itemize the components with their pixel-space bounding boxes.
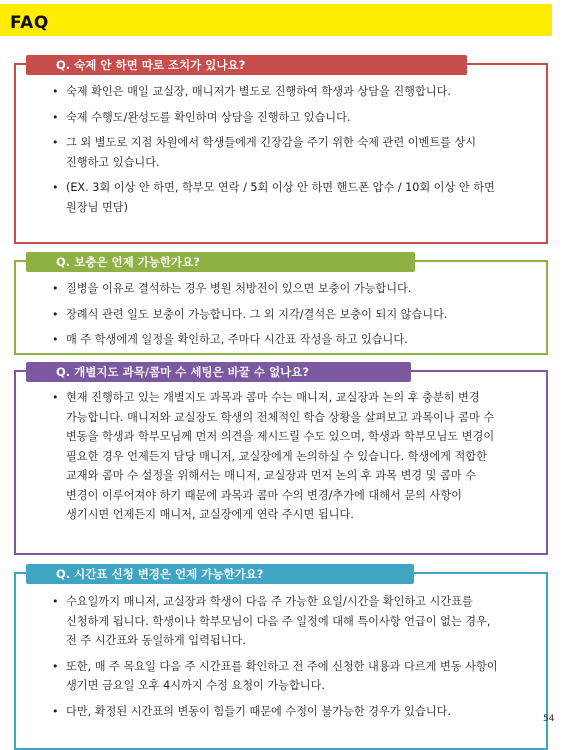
faq-answer-homework <box>52 82 502 223</box>
header-bar <box>0 4 552 36</box>
faq-answer-subject-setting <box>52 388 502 531</box>
page-title: FAQ <box>10 13 49 33</box>
faq-answer-makeup-class <box>52 279 502 356</box>
faq-answer-schedule-change <box>52 592 502 727</box>
list-item: • 매 주 학생에게 일정을 확인하고, 주마다 시간표 작성을 하고 있습니다. <box>52 330 502 350</box>
list-item: • 그 외 별도로 지점 차원에서 학생들에게 긴장감을 주기 위한 숙제 관련 이벤트를 상시 진행하고 있습니다. <box>52 133 502 172</box>
list-item: • 또한, 매 주 목요일 다음 주 시간표를 확인하고 전 주에 신청한 내용과 다르게 변동 사항이 생기면 금요일 오후 4시까지 수정 요청이 가능합니다. <box>52 657 502 696</box>
list-item: • 숙제 확인은 매일 교실장, 매니저가 별도로 진행하여 학생과 상담을 진행합니다. <box>52 82 502 102</box>
list-item: • 수요일까지 매니저, 교실장과 학생이 다음 주 가능한 요일/시간을 확인하고 시간표를 신청하게 됩니다. 학생이나 학부모님이 다음 주 일정에 대해 특이사항 언급이 없는 경우, 전 주 시간표와 동일하게 입력됩니다. <box>52 592 502 651</box>
faq-question-schedule-change: Q. 시간표 신청 변경은 언제 가능한가요? <box>26 564 414 584</box>
page-number: 54 <box>543 714 555 724</box>
list-item: • 숙제 수행도/완성도를 확인하며 상담을 진행하고 있습니다. <box>52 108 502 128</box>
list-item: • 다만, 확정된 시간표의 변동이 힘들기 때문에 수정이 불가능한 경우가 있습니다. <box>52 702 502 722</box>
list-item: • 장례식 관련 일도 보충이 가능합니다. 그 외 지각/결석은 보충이 되지 않습니다. <box>52 305 502 325</box>
list-item: • 현재 진행하고 있는 개별지도 과목과 콤마 수는 매니저, 교실장과 논의 후 충분히 변경 가능합니다. 매니저와 교실장도 학생의 전체적인 학습 상황을 살펴보고 과목이나 콤마 수 변동을 학생과 학부모님께 먼저 의견을 제시드릴 수도 있으며, 학생과 학부모님도 변경이 필요한 경우 언제든지 담당 매니저, 교실장에게 논의하실 수 있습니다. 학생에게 적합한 교재와 콤마 수 설정을 위해서는 매니저, 교실장과 먼저 논의 후 과목 변경 및 콤마 수 변경이 이루어져야 하기 때문에 과목과 콤마 수의 변경/추가에 대해서 문의 사항이 생기시면 언제든지 매니저, 교실장에게 연락 주시면 됩니다. <box>52 388 502 525</box>
list-item: • 질병을 이유로 결석하는 경우 병원 처방전이 있으면 보충이 가능합니다. <box>52 279 502 299</box>
faq-question-subject-setting: Q. 개별지도 과목/콤마 수 세팅은 바꿀 수 없나요? <box>26 362 411 382</box>
faq-question-makeup-class: Q. 보충은 언제 가능한가요? <box>26 252 415 272</box>
faq-question-homework: Q. 숙제 안 하면 따로 조치가 있나요? <box>26 55 467 75</box>
list-item: • (EX. 3회 이상 안 하면, 학부모 연락 / 5회 이상 안 하면 핸드폰 압수 / 10회 이상 안 하면 원장님 면담) <box>52 178 502 217</box>
